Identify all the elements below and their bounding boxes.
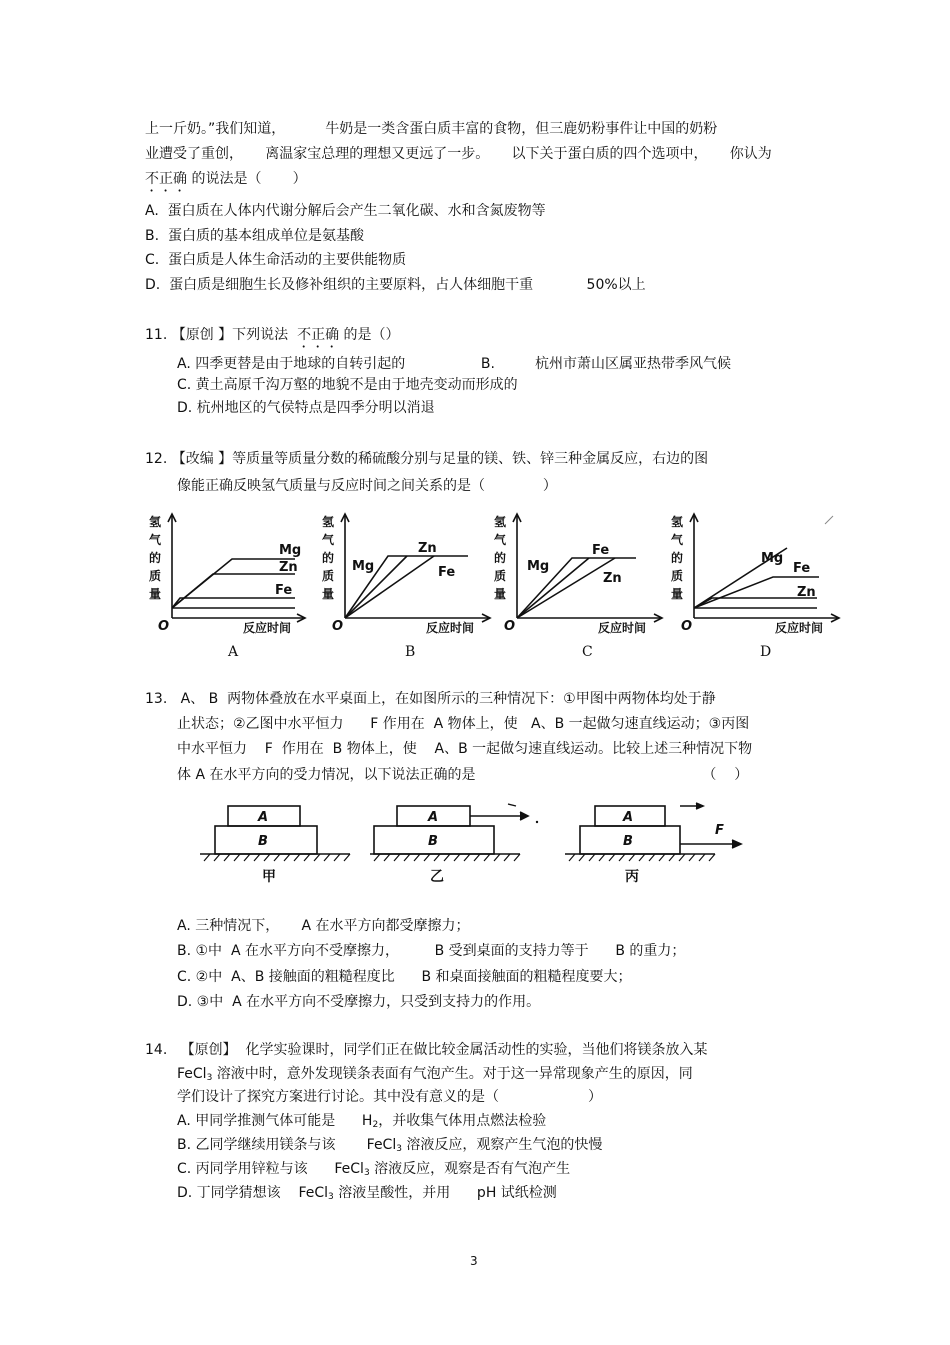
ylabel-4: 质 [322, 569, 335, 583]
ylabel-3: 的 [149, 551, 162, 565]
q14-option-d [177, 1184, 557, 1206]
ylabel-5: 量 [149, 587, 162, 601]
diagram-yi [370, 800, 550, 890]
graph-b [318, 510, 498, 660]
ylabel-1: 氢 [671, 515, 684, 529]
label-a: A [428, 810, 439, 825]
label-mg: Mg [527, 559, 550, 574]
label-fe: Fe [438, 565, 456, 580]
xlabel: 反应时间 [775, 621, 824, 635]
caption: 甲 [262, 869, 276, 885]
subscript: 3 [206, 1073, 213, 1083]
ylabel-4: 质 [149, 569, 162, 583]
xlabel: 反应时间 [598, 621, 647, 635]
q12-line-1: 12. 【改编 】等质量等质量分数的稀硫酸分别与足量的镁、铁、锌三种金属反应，右边的图 [145, 451, 709, 467]
label-zn: Zn [797, 585, 816, 600]
text: ，并收集气体用点燃法检验 [378, 1113, 547, 1129]
q13-line-1: 13. A、 B 两物体叠放在水平桌面上，在如图所示的三种情况下：①甲图中两物体均处于静 [145, 691, 716, 707]
ylabel-5: 量 [322, 587, 335, 601]
label-b: B [623, 834, 633, 849]
ylabel-3: 的 [322, 551, 335, 565]
ylabel-5: 量 [671, 587, 684, 601]
q11-stem [145, 326, 400, 351]
q13-option-a: A. 三种情况下， A 在水平方向都受摩擦力； [177, 918, 470, 934]
label-fe: Fe [275, 583, 293, 598]
caption: C [582, 644, 593, 660]
q13-option-d: D. ③中 A 在水平方向不受摩擦力，只受到支持力的作用。 [177, 994, 541, 1010]
label-f: F [715, 823, 724, 838]
q11-emphasis: 不正确 [297, 327, 340, 343]
text: 溶液反应，观察产生气泡的快慢 [401, 1137, 603, 1153]
text: 溶液中时，意外发现镁条表面有气泡产生。对于这一异常现象产生的原因，同 [212, 1066, 693, 1082]
label-a: A [258, 810, 269, 825]
label-fe: Fe [793, 561, 811, 576]
text: B. 乙同学继续用镁条与该 FeCl [177, 1137, 397, 1153]
q10-option-b: B. 蛋白质的基本组成单位是氨基酸 [145, 228, 364, 244]
graph-c [490, 510, 670, 660]
label-zn: Zn [279, 560, 298, 575]
graph-a [145, 510, 325, 660]
q10-option-a: A. 蛋白质在人体内代谢分解后会产生二氧化碳、水和含氮废物等 [145, 203, 546, 219]
q11-tail: 的是（） [339, 327, 400, 343]
subscript: 2 [372, 1120, 379, 1130]
q14-option-c [177, 1160, 570, 1182]
ylabel-4: 质 [494, 569, 507, 583]
q10-emphasis: 不正确 [145, 171, 187, 187]
diagram-bing [565, 800, 755, 890]
ylabel-2: 气 [322, 533, 335, 547]
diagram-jia [200, 800, 360, 890]
label-mg: Mg [761, 551, 784, 566]
caption: D [760, 644, 772, 660]
ylabel-1: 氢 [494, 515, 507, 529]
q10-option-d: D. 蛋白质是细胞生长及修补组织的主要原料，占人体细胞干重 50%以上 [145, 277, 646, 293]
text: 溶液反应，观察是否有气泡产生 [369, 1161, 571, 1177]
q14-line-1: 14. 【原创】 化学实验课时，同学们正在做比较金属活动性的实验，当他们将镁条放入某 [145, 1042, 708, 1058]
q11-head: 11. 【原创 】下列说法 [145, 327, 298, 343]
caption: 丙 [625, 869, 639, 885]
stray-dot [536, 821, 538, 823]
stray-mark [825, 516, 833, 524]
ylabel-5: 量 [494, 587, 507, 601]
q10-line-2: 业遭受了重创， 离温家宝总理的理想又更远了一步。 以下关于蛋白质的四个选项中， 你认为 [145, 146, 772, 162]
ylabel-2: 气 [494, 533, 507, 547]
page-number: 3 [470, 1254, 478, 1268]
label-a: A [623, 810, 634, 825]
xlabel: 反应时间 [243, 621, 292, 635]
graph-d [667, 510, 847, 660]
label-mg: Mg [279, 543, 302, 558]
label-b: B [428, 834, 438, 849]
q11-option-c: C. 黄土高原千沟万壑的地貌不是由于地壳变动而形成的 [177, 377, 518, 393]
text: C. 丙同学用锌粒与该 FeCl [177, 1161, 364, 1177]
q12-line-2: 像能正确反映氢气质量与反应时间之间关系的是（ ） [177, 478, 557, 494]
label-mg: Mg [352, 559, 375, 574]
q13-line-3: 中水平恒力 F 作用在 B 物体上，使 A、B 一起做匀速直线运动。比较上述三种情况下物 [177, 741, 753, 757]
subscript: 3 [396, 1144, 402, 1154]
ylabel-4: 质 [671, 569, 684, 583]
label-zn: Zn [418, 541, 437, 556]
xlabel: 反应时间 [426, 621, 475, 635]
q14-option-a [177, 1112, 546, 1134]
origin: O [681, 619, 693, 634]
q13-option-c: C. ②中 A、B 接触面的粗糙程度比 B 和桌面接触面的粗糙程度要大； [177, 969, 632, 985]
subscript: 3 [328, 1192, 334, 1202]
caption: B [405, 644, 416, 660]
q11-option-d: D. 杭州地区的气侯特点是四季分明以消退 [177, 400, 435, 416]
q10-line-1: 上一斤奶。”我们知道， 牛奶是一类含蛋白质丰富的食物，但三鹿奶粉事件让中国的奶粉 [145, 121, 718, 137]
label-zn: Zn [603, 571, 622, 586]
q10-line-3 [145, 170, 307, 195]
ylabel-1: 氢 [322, 515, 335, 529]
text: D. 丁同学猜想该 FeCl [177, 1185, 329, 1201]
formula: FeCl [177, 1066, 207, 1082]
origin: O [158, 619, 170, 634]
ylabel-1: 氢 [149, 515, 162, 529]
q14-option-b [177, 1136, 602, 1158]
text: 溶液呈酸性，并用 pH 试纸检测 [333, 1185, 557, 1201]
label-fe: Fe [592, 543, 610, 558]
label-b: B [258, 834, 268, 849]
caption: 乙 [430, 869, 444, 885]
origin: O [332, 619, 344, 634]
ylabel-3: 的 [671, 551, 684, 565]
caption: A [228, 644, 239, 660]
ylabel-2: 气 [149, 533, 162, 547]
subscript: 3 [363, 1168, 370, 1178]
q13-line-2: 止状态；②乙图中水平恒力 F 作用在 A 物体上，使 A、B 一起做匀速直线运动；③丙图 [177, 716, 750, 732]
q13-line-4: 体 A 在水平方向的受力情况，以下说法正确的是 （ ） [177, 767, 749, 783]
q11-option-ab: A. 四季更替是由于地球的自转引起的 B. 杭州市萧山区属亚热带季风气候 [177, 356, 731, 372]
text: A. 甲同学推测气体可能是 H [177, 1113, 373, 1129]
origin: O [504, 619, 516, 634]
q14-line-2 [177, 1065, 693, 1087]
ylabel-2: 气 [671, 533, 684, 547]
curve-fe [172, 598, 295, 608]
q13-option-b: B. ①中 A 在水平方向不受摩擦力， B 受到桌面的支持力等于 B 的重力； [177, 943, 686, 959]
q14-line-3: 学们设计了探究方案进行讨论。其中没有意义的是（ ） [177, 1089, 603, 1105]
ylabel-3: 的 [494, 551, 507, 565]
q10-option-c: C. 蛋白质是人体生命活动的主要供能物质 [145, 252, 407, 268]
q10-line-3-tail: 的说法是（ ） [187, 171, 307, 187]
